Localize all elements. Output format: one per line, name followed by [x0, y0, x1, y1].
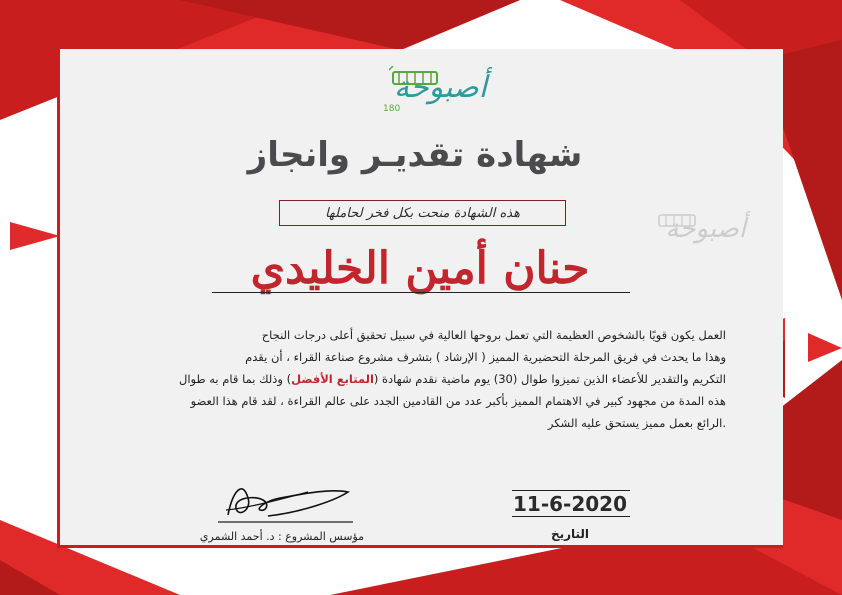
- body-line: العمل يكون قويًا بالشخوص العظيمة التي تعمل بروحها العالية في سبيل تحقيق أعلى درجات النجاح: [261, 328, 726, 342]
- date-value: 11-6-2020: [512, 492, 627, 516]
- logo-number: 180: [383, 104, 401, 114]
- founder-label: مؤسس المشروع : د. أحمد الشمري: [199, 530, 365, 543]
- body-line: هذه المدة من مجهود كبير في الاهتمام المميز بأكبر عدد من القادمين الجدد على عالم القراءة ، لقد قام هذا العضو: [190, 394, 726, 408]
- body-line: وهذا ما يحدث في فريق المرحلة التحضيرية المميز ( الإرشاد ) بتشرف مشروع صناعة القراء ، أن يقدم: [245, 350, 726, 364]
- date-underline: [512, 516, 630, 517]
- body-line-part: التكريم والتقدير للأعضاء الذين تميزوا طوال (30) يوم ماضية نقدم شهادة (: [373, 372, 726, 386]
- name-underline: [212, 292, 630, 293]
- certificate-title: شهادة تقديـر وانجاز: [247, 135, 583, 175]
- recipient-name: حنان أمين الخليدي: [250, 243, 590, 294]
- date-overline: [512, 490, 630, 491]
- logo-text: أصبوحة: [394, 70, 487, 105]
- watermark-text: أصبوحة: [665, 214, 746, 244]
- body-line: .الرائع بعمل مميز يستحق عليه الشكر: [547, 416, 726, 430]
- brand-logo: [355, 62, 487, 124]
- award-highlight: المتابع الأفضل: [291, 372, 374, 386]
- signature-mark: [208, 470, 358, 530]
- body-line-part: ) وذلك بما قام به طوال: [178, 372, 292, 386]
- certificate-subtitle: هذه الشهادة منحت بكل فخر لحاملها: [325, 205, 520, 221]
- certificate-body: [90, 328, 726, 438]
- subtitle-box: [279, 200, 566, 226]
- body-line: [90, 372, 726, 394]
- date-label: التاريخ: [550, 527, 590, 541]
